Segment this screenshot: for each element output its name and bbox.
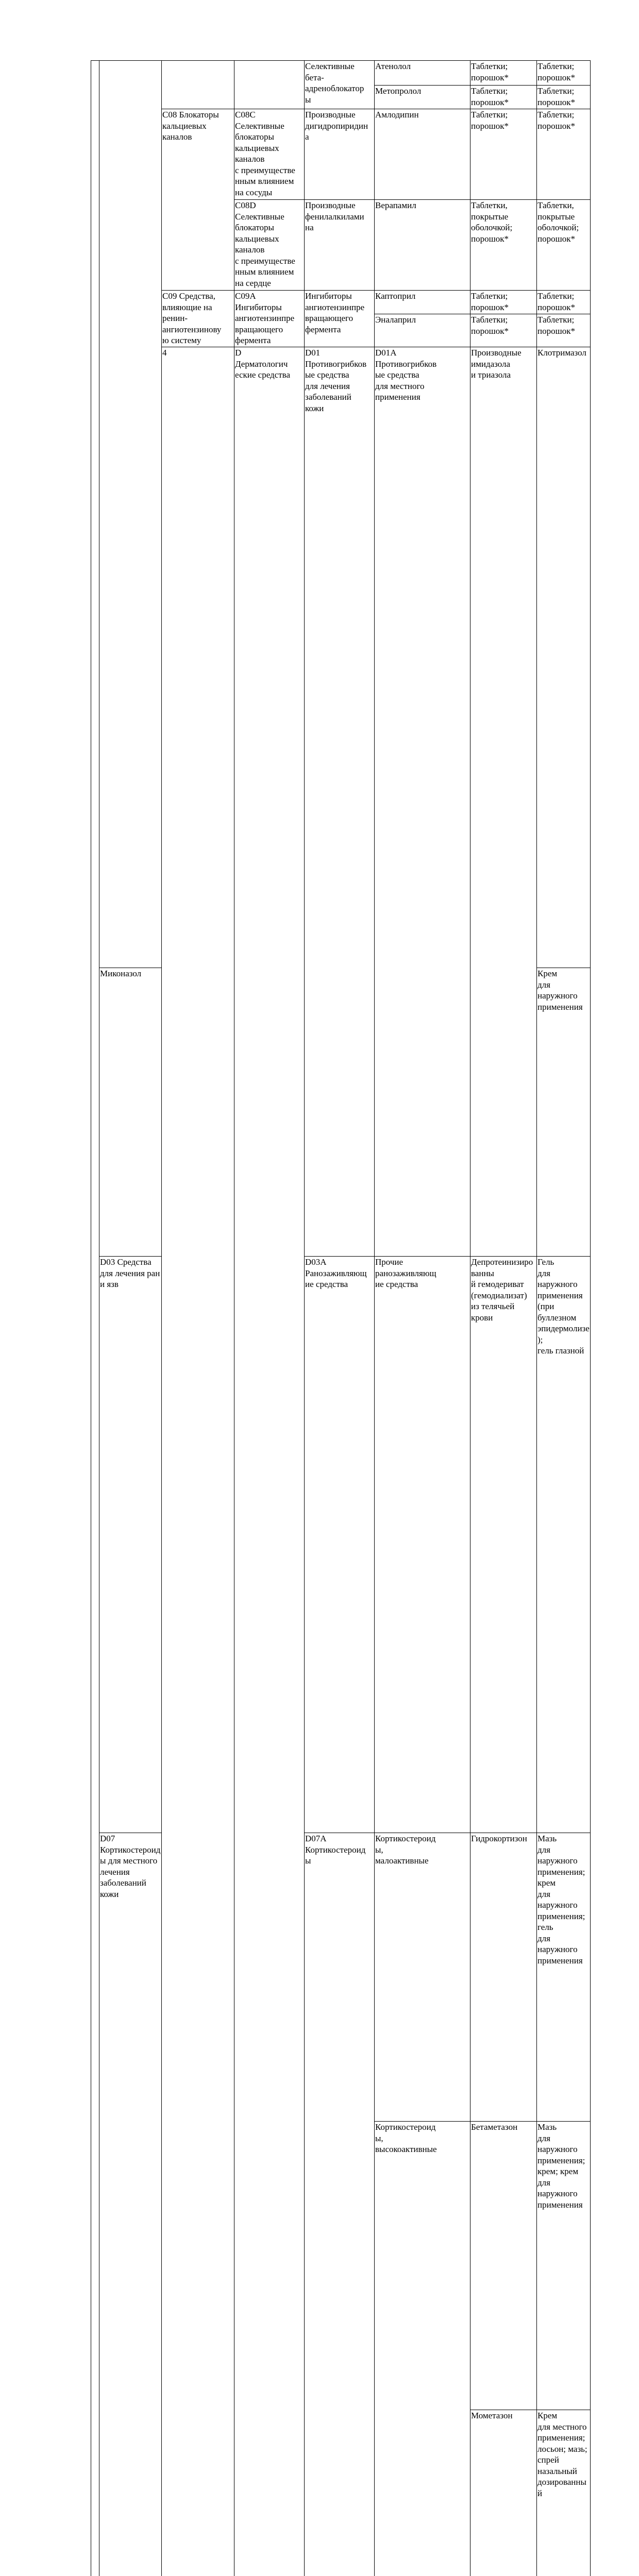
table-cell: Мазь для наружного применения; крем; крем для наружного применения xyxy=(537,2122,591,2410)
table-cell: Прочие ранозаживляющ ие средства xyxy=(375,1257,470,1833)
table-cell: Клотримазол xyxy=(537,347,591,968)
table-cell: D03 Средства для лечения ран и язв xyxy=(99,1257,162,1833)
table-cell: Таблетки, покрытые оболочкой; порошок* xyxy=(470,200,537,291)
table-cell: Таблетки; порошок* xyxy=(470,291,537,314)
table-cell: Гель для наружного применения (при буллезном эпидермолизе); гель глазной xyxy=(537,1257,591,1833)
table-cell: Крем для местного применения; лосьон; мазь; спрей назальный дозированный xyxy=(537,2410,591,2576)
table-cell: Атенолол xyxy=(375,61,470,86)
table-cell: Таблетки; порошок* xyxy=(537,86,591,109)
table-row xyxy=(91,109,591,200)
table-cell: Кортикостероид ы, малоактивные xyxy=(375,1833,470,2122)
table-cell: Таблетки; порошок* xyxy=(537,109,591,200)
table-cell: C08 Блокаторы кальциевых каналов xyxy=(162,109,234,291)
table-row xyxy=(91,347,591,968)
table-cell: D01 Противогрибков ые средства для лечения заболеваний кожи xyxy=(305,347,375,1257)
table-cell: D03A Ранозаживляющ ие средства xyxy=(305,1257,375,1833)
table-cell xyxy=(91,61,99,2576)
table-row xyxy=(91,291,591,314)
table-cell xyxy=(99,61,162,968)
table-cell: Производные дигидропиридин а xyxy=(305,109,375,200)
table-cell: Депротеинизированны й гемодериват (гемодиализат) из телячьей крови xyxy=(470,1257,537,1833)
table-body xyxy=(91,61,591,2576)
table-cell: D Дерматологич еские средства xyxy=(234,347,305,2576)
table-cell: Таблетки; порошок* xyxy=(537,61,591,86)
table-cell: Таблетки; порошок* xyxy=(537,314,591,347)
table-cell: Гидрокортизон xyxy=(470,1833,537,2122)
table-cell: Таблетки; порошок* xyxy=(470,61,537,86)
table-cell: C08D Селективные блокаторы кальциевых каналов с преимуществе нным влиянием на сердце xyxy=(234,200,305,291)
table-cell: Производные фенилалкилами на xyxy=(305,200,375,291)
table-cell: Ингибиторы ангиотензинпре вращающего фермента xyxy=(305,291,375,347)
table-cell: Кортикостероид ы, высокоактивные xyxy=(375,2122,470,2576)
table-cell: C09A Ингибиторы ангиотензинпре вращающего фермента xyxy=(234,291,305,347)
table-cell: Амлодипин xyxy=(375,109,470,200)
drug-list-table xyxy=(91,60,591,2576)
table-cell: Селективные бета- адреноблокатор ы xyxy=(305,61,375,109)
table-cell: Таблетки, покрытые оболочкой; порошок* xyxy=(537,200,591,291)
table-cell: D07A Кортикостероид ы xyxy=(305,1833,375,2576)
table-cell xyxy=(162,61,234,109)
table-cell: Бетаметазон xyxy=(470,2122,537,2410)
table-cell: C08C Селективные блокаторы кальциевых каналов с преимуществе нным влиянием на сосуды xyxy=(234,109,305,200)
table-cell: Мазь для наружного применения; крем для наружного применения; гель для наружного применения xyxy=(537,1833,591,2122)
table-cell: Таблетки; порошок* xyxy=(537,291,591,314)
table-cell: Каптоприл xyxy=(375,291,470,314)
table-cell: Таблетки; порошок* xyxy=(470,109,537,200)
table-cell: Мометазон xyxy=(470,2410,537,2576)
table-cell: Таблетки; порошок* xyxy=(470,314,537,347)
table-cell: 4 xyxy=(162,347,234,2576)
table-cell: Производные имидазола и триазола xyxy=(470,347,537,1257)
table-cell: Эналаприл xyxy=(375,314,470,347)
table-cell: D07 Кортикостероид ы для местного лечения заболеваний кожи xyxy=(99,1833,162,2576)
table-cell: Миконазол xyxy=(99,968,162,1257)
table-cell: Таблетки; порошок* xyxy=(470,86,537,109)
table-cell: C09 Средства, влияющие на ренин- ангиотензинову ю систему xyxy=(162,291,234,347)
table-cell: Метопролол xyxy=(375,86,470,109)
table-row xyxy=(91,61,591,86)
table-cell: Крем для наружного применения xyxy=(537,968,591,1257)
table-cell: Верапамил xyxy=(375,200,470,291)
table-cell: D01A Противогрибков ые средства для местного применения xyxy=(375,347,470,1257)
table-cell xyxy=(234,61,305,109)
